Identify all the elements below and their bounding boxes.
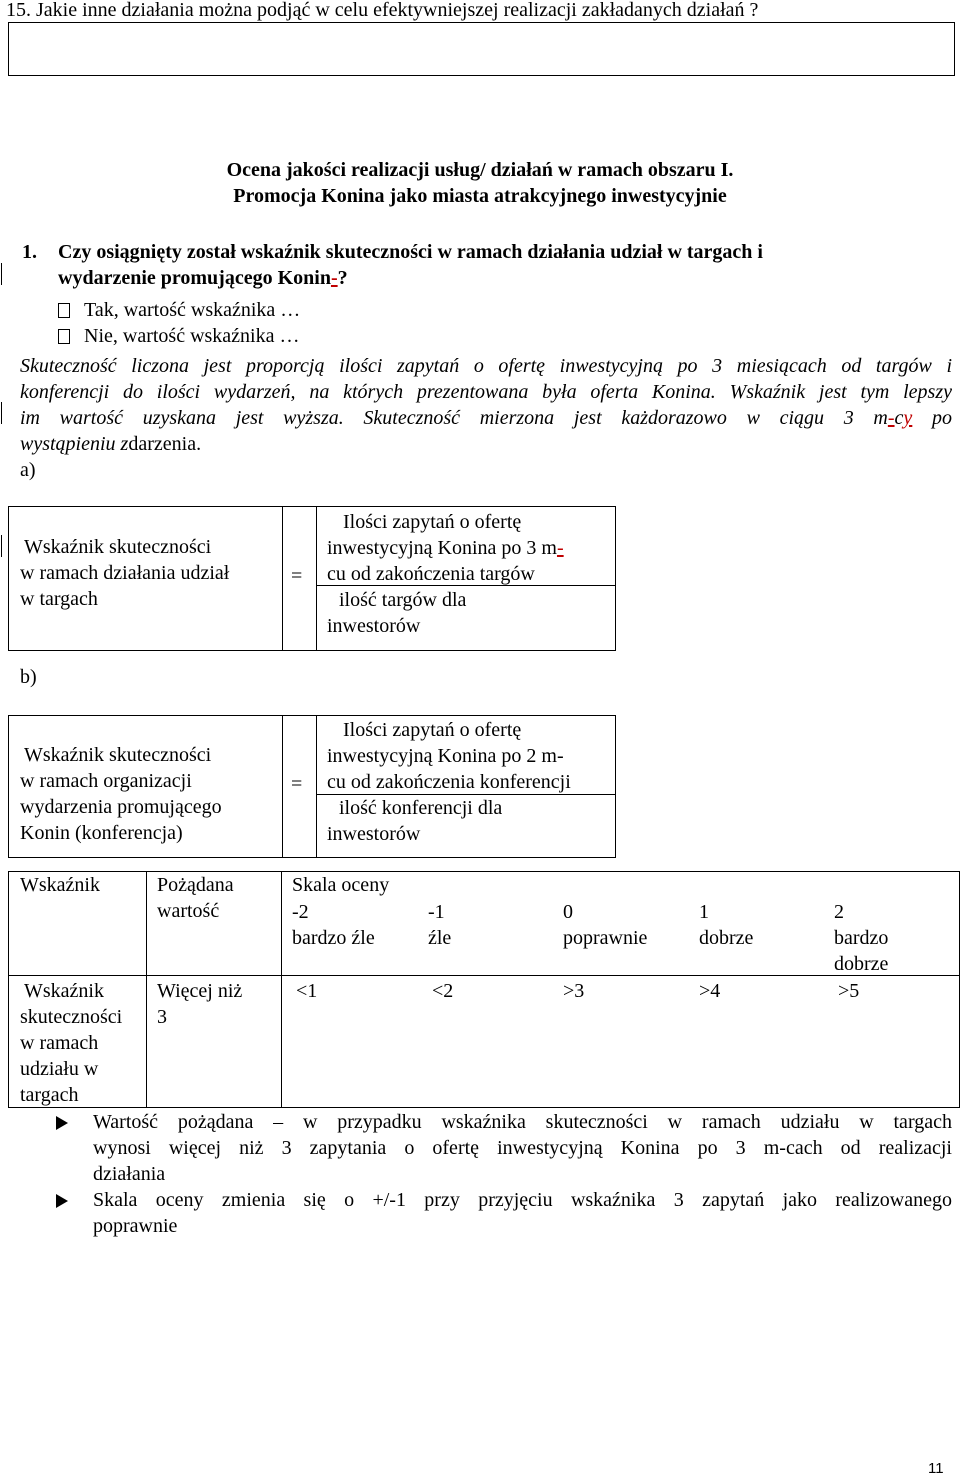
row-value: >4 bbox=[699, 980, 721, 1002]
row-value: <2 bbox=[432, 980, 454, 1002]
formula-b-left-line1: Wskaźnik skuteczności bbox=[24, 744, 212, 766]
item-1-question-line1: Czy osiągnięty został wskaźnik skuteczności w ramach działania udział w targach i bbox=[58, 241, 763, 263]
label-a: a) bbox=[20, 459, 36, 481]
formula-a-den-line2: inwestorów bbox=[327, 615, 421, 637]
formula-b-left-line3: wydarzenia promującego bbox=[20, 796, 222, 818]
section-heading-line2: Promocja Konina jako miasta atrakcyjnego inwestycyjnie bbox=[233, 185, 727, 207]
formula-b-left-line2: w ramach organizacji bbox=[20, 770, 192, 792]
page-number: 11 bbox=[928, 1460, 944, 1477]
answer-box[interactable] bbox=[8, 22, 955, 76]
change-bar bbox=[1, 535, 2, 557]
header-desired-line2: wartość bbox=[157, 900, 220, 922]
item-1-number: 1. bbox=[22, 241, 37, 263]
formula-b-left-line4: Konin (konferencja) bbox=[20, 822, 183, 844]
section-heading-line1: Ocena jakości realizacji usług/ działań w ramach obszaru I. bbox=[226, 159, 734, 181]
paragraph-line4: wystąpieniu zdarzenia. bbox=[20, 433, 202, 455]
label-b: b) bbox=[20, 666, 37, 688]
paragraph-line3: im wartość uzyskana jest wyższa. Skuteczność mierzona jest każdorazowo w ciągu 3 m-cy po bbox=[20, 407, 952, 429]
row-value: >5 bbox=[838, 980, 860, 1002]
grade-label: bardzo dobrze bbox=[834, 927, 889, 975]
grade-value: -2 bbox=[292, 901, 309, 923]
formula-a-num-line1: Ilości zapytań o ofertę bbox=[343, 511, 522, 533]
checkbox-icon[interactable] bbox=[58, 303, 70, 318]
row-desired-line: 3 bbox=[157, 1006, 167, 1028]
grade-value: -1 bbox=[428, 901, 445, 923]
formula-b-den-line2: inwestorów bbox=[327, 823, 421, 845]
row-indicator-line: Wskaźnik bbox=[24, 980, 104, 1002]
row-indicator-line: w ramach bbox=[20, 1032, 99, 1054]
paragraph-line1: Skuteczność liczona jest proporcją ilości zapytań o ofertę inwestycyjną po 3 miesiącach od targów i bbox=[20, 355, 952, 377]
revision-mark: - bbox=[330, 267, 338, 289]
row-indicator-line: targach bbox=[20, 1084, 79, 1106]
question-15: 15. Jakie inne działania można podjąć w celu efektywniejszej realizacji zakładanych działań ? bbox=[6, 0, 759, 21]
formula-a-left-line3: w targach bbox=[20, 588, 98, 610]
formula-a-num-line2: inwestycyjną Konina po 3 m- bbox=[327, 537, 564, 559]
row-indicator-line: skuteczności bbox=[20, 1006, 123, 1028]
bullet-2-line2: poprawnie bbox=[93, 1215, 178, 1237]
change-bar bbox=[1, 263, 2, 285]
row-desired-line: Więcej niż bbox=[157, 980, 243, 1002]
grade-label: bardzo źle bbox=[292, 927, 375, 949]
table-border-left bbox=[8, 871, 9, 1108]
bullet-1-line3: działania bbox=[93, 1163, 166, 1185]
option-no[interactable]: Nie, wartość wskaźnika … bbox=[58, 323, 300, 349]
grade-label: poprawnie bbox=[563, 927, 648, 949]
row-value: >3 bbox=[563, 980, 585, 1002]
formula-b-num-line1: Ilości zapytań o ofertę bbox=[343, 719, 522, 741]
formula-a-left-line2: w ramach działania udział bbox=[20, 562, 230, 584]
formula-b-den-line1: ilość konferencji dla bbox=[339, 797, 503, 819]
row-value: <1 bbox=[296, 980, 318, 1002]
grade-value: 1 bbox=[699, 901, 709, 923]
table-border-bottom bbox=[8, 1107, 960, 1108]
option-yes[interactable]: Tak, wartość wskaźnika … bbox=[58, 297, 300, 323]
row-indicator-line: udziału w bbox=[20, 1058, 99, 1080]
header-desired-line1: Pożądana bbox=[157, 874, 234, 896]
checkbox-icon[interactable] bbox=[58, 329, 70, 344]
table-col-divider bbox=[281, 871, 282, 1108]
grade-value: 2 bbox=[834, 901, 844, 923]
grade-value: 0 bbox=[563, 901, 573, 923]
formula-a-left-line1: Wskaźnik skuteczności bbox=[24, 536, 212, 558]
grade-label: źle bbox=[428, 927, 452, 949]
grade-label: dobrze bbox=[699, 927, 754, 949]
item-1-question-line2: wydarzenie promującego Konin-? bbox=[58, 267, 348, 289]
formula-a-num-line3: cu od zakończenia targów bbox=[327, 563, 535, 585]
arrow-bullet-icon bbox=[56, 1116, 68, 1130]
arrow-bullet-icon bbox=[56, 1194, 68, 1208]
table-col-divider bbox=[146, 871, 147, 1108]
header-scale: Skala oceny bbox=[292, 874, 390, 896]
bullet-2-line1: Skala oceny zmienia się o +/-1 przy przyjęciu wskaźnika 3 zapytań jako realizowanego bbox=[93, 1189, 952, 1211]
formula-b-num-line3: cu od zakończenia konferencji bbox=[327, 771, 571, 793]
table-row-divider bbox=[8, 975, 960, 976]
formula-a-equals: = bbox=[291, 565, 303, 587]
header-indicator: Wskaźnik bbox=[20, 874, 100, 896]
change-bar bbox=[1, 402, 2, 424]
formula-b-equals: = bbox=[291, 773, 303, 795]
bullet-1-line2: wynosi więcej niż 3 zapytania o ofertę inwestycyjną Konina po 3 m-cach od realizacji bbox=[93, 1137, 952, 1159]
formula-a-den-line1: ilość targów dla bbox=[339, 589, 467, 611]
paragraph-line2: konferencji do ilości wydarzeń, na których prezentowana była oferta Konina. Wskaźnik jest tym lepszy bbox=[20, 381, 952, 403]
bullet-1-line1: Wartość pożądana – w przypadku wskaźnika skuteczności w ramach udziału w targach bbox=[93, 1111, 952, 1133]
table-border-top bbox=[8, 871, 960, 872]
formula-b-num-line2: inwestycyjną Konina po 2 m- bbox=[327, 745, 564, 767]
